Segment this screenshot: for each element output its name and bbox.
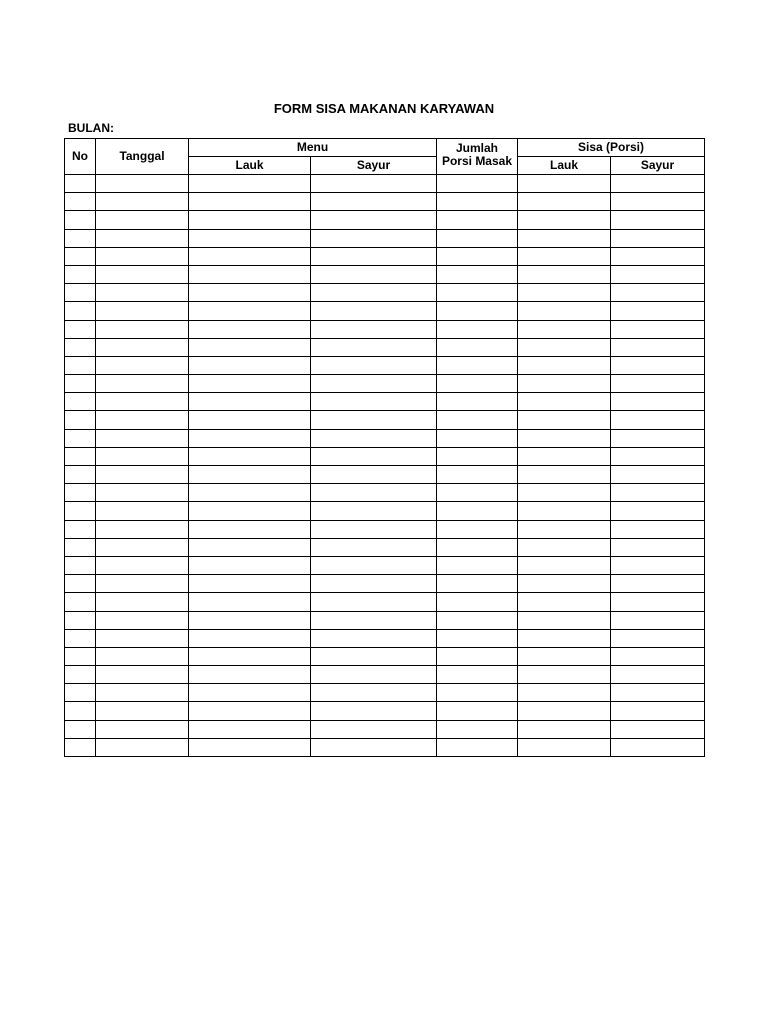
table-cell[interactable] bbox=[96, 556, 189, 574]
table-cell[interactable] bbox=[96, 538, 189, 556]
table-cell[interactable] bbox=[96, 702, 189, 720]
table-cell[interactable] bbox=[518, 393, 611, 411]
header-menu: Menu bbox=[189, 139, 437, 157]
table-cell[interactable] bbox=[311, 520, 437, 538]
table-cell[interactable] bbox=[611, 265, 705, 283]
table-row bbox=[65, 629, 705, 647]
table-cell[interactable] bbox=[96, 647, 189, 665]
table-cell[interactable] bbox=[437, 356, 518, 374]
table-cell[interactable] bbox=[65, 320, 96, 338]
table-cell[interactable] bbox=[611, 520, 705, 538]
table-cell[interactable] bbox=[518, 593, 611, 611]
table-cell[interactable] bbox=[611, 320, 705, 338]
table-cell[interactable] bbox=[65, 356, 96, 374]
table-cell[interactable] bbox=[96, 211, 189, 229]
table-cell[interactable] bbox=[437, 593, 518, 611]
table-row bbox=[65, 647, 705, 665]
table-row bbox=[65, 338, 705, 356]
table-cell[interactable] bbox=[611, 338, 705, 356]
table-cell[interactable] bbox=[437, 484, 518, 502]
table-row bbox=[65, 193, 705, 211]
table-cell[interactable] bbox=[65, 502, 96, 520]
header-leftover: Sisa (Porsi) bbox=[518, 139, 705, 157]
table-cell[interactable] bbox=[518, 666, 611, 684]
header-menu-veg: Sayur bbox=[311, 157, 437, 175]
table-cell[interactable] bbox=[437, 447, 518, 465]
table-cell[interactable] bbox=[65, 684, 96, 702]
table-cell[interactable] bbox=[96, 229, 189, 247]
table-cell[interactable] bbox=[611, 429, 705, 447]
table-cell[interactable] bbox=[189, 375, 311, 393]
table-cell[interactable] bbox=[437, 338, 518, 356]
table-cell[interactable] bbox=[189, 302, 311, 320]
table-cell[interactable] bbox=[96, 629, 189, 647]
table-cell[interactable] bbox=[65, 375, 96, 393]
table-cell[interactable] bbox=[65, 393, 96, 411]
table-cell[interactable] bbox=[611, 538, 705, 556]
table-cell[interactable] bbox=[96, 411, 189, 429]
table-cell[interactable] bbox=[189, 247, 311, 265]
table-cell[interactable] bbox=[311, 284, 437, 302]
table-cell[interactable] bbox=[65, 466, 96, 484]
table-row bbox=[65, 720, 705, 738]
table-cell[interactable] bbox=[611, 502, 705, 520]
table-cell[interactable] bbox=[65, 211, 96, 229]
table-cell[interactable] bbox=[611, 193, 705, 211]
table-cell[interactable] bbox=[189, 647, 311, 665]
table-cell[interactable] bbox=[611, 720, 705, 738]
table-cell[interactable] bbox=[189, 320, 311, 338]
table-cell[interactable] bbox=[518, 720, 611, 738]
table-cell[interactable] bbox=[518, 466, 611, 484]
table-cell[interactable] bbox=[518, 738, 611, 756]
table-row bbox=[65, 447, 705, 465]
table-cell[interactable] bbox=[311, 429, 437, 447]
table-row bbox=[65, 575, 705, 593]
header-leftover-side: Lauk bbox=[518, 157, 611, 175]
table-header bbox=[65, 139, 705, 175]
table-row bbox=[65, 538, 705, 556]
table-cell[interactable] bbox=[611, 393, 705, 411]
table-cell[interactable] bbox=[518, 175, 611, 193]
table-cell[interactable] bbox=[437, 302, 518, 320]
table-cell[interactable] bbox=[65, 647, 96, 665]
table-cell[interactable] bbox=[437, 702, 518, 720]
table-cell[interactable] bbox=[611, 284, 705, 302]
table-cell[interactable] bbox=[611, 684, 705, 702]
table-cell[interactable] bbox=[518, 447, 611, 465]
table-cell[interactable] bbox=[311, 175, 437, 193]
table-cell[interactable] bbox=[65, 429, 96, 447]
table-row bbox=[65, 429, 705, 447]
table-cell[interactable] bbox=[518, 247, 611, 265]
table-cell[interactable] bbox=[311, 466, 437, 484]
table-cell[interactable] bbox=[518, 338, 611, 356]
table-cell[interactable] bbox=[311, 666, 437, 684]
table-cell[interactable] bbox=[437, 502, 518, 520]
table-cell[interactable] bbox=[65, 193, 96, 211]
table-cell[interactable] bbox=[311, 247, 437, 265]
table-cell[interactable] bbox=[189, 502, 311, 520]
table-cell[interactable] bbox=[437, 284, 518, 302]
table-cell[interactable] bbox=[96, 720, 189, 738]
table-cell[interactable] bbox=[65, 265, 96, 283]
table-cell[interactable] bbox=[189, 393, 311, 411]
table-cell[interactable] bbox=[611, 211, 705, 229]
table-cell[interactable] bbox=[311, 720, 437, 738]
table-cell[interactable] bbox=[189, 538, 311, 556]
table-cell[interactable] bbox=[311, 211, 437, 229]
table-cell[interactable] bbox=[65, 484, 96, 502]
table-cell[interactable] bbox=[611, 593, 705, 611]
header-portions bbox=[437, 139, 518, 175]
table-cell[interactable] bbox=[96, 684, 189, 702]
table-cell[interactable] bbox=[189, 193, 311, 211]
header-no: No bbox=[65, 139, 96, 175]
table-cell[interactable] bbox=[96, 338, 189, 356]
table-cell[interactable] bbox=[189, 265, 311, 283]
table-cell[interactable] bbox=[189, 229, 311, 247]
table-cell[interactable] bbox=[96, 447, 189, 465]
table-cell[interactable] bbox=[189, 556, 311, 574]
table-cell[interactable] bbox=[518, 484, 611, 502]
table-row bbox=[65, 411, 705, 429]
table-cell[interactable] bbox=[96, 738, 189, 756]
table-cell[interactable] bbox=[65, 629, 96, 647]
table-cell[interactable] bbox=[65, 520, 96, 538]
table-cell[interactable] bbox=[65, 702, 96, 720]
table-cell[interactable] bbox=[437, 320, 518, 338]
table-cell[interactable] bbox=[96, 284, 189, 302]
table-cell[interactable] bbox=[96, 611, 189, 629]
table-cell[interactable] bbox=[311, 302, 437, 320]
table-cell[interactable] bbox=[65, 447, 96, 465]
table-cell[interactable] bbox=[437, 647, 518, 665]
table-cell[interactable] bbox=[611, 375, 705, 393]
header-row-1 bbox=[65, 139, 705, 157]
table-cell[interactable] bbox=[611, 302, 705, 320]
table-row bbox=[65, 375, 705, 393]
table-cell[interactable] bbox=[65, 593, 96, 611]
table-cell[interactable] bbox=[437, 538, 518, 556]
table-cell[interactable] bbox=[518, 211, 611, 229]
table-row bbox=[65, 247, 705, 265]
table-row bbox=[65, 265, 705, 283]
table-cell[interactable] bbox=[311, 502, 437, 520]
table-cell[interactable] bbox=[518, 538, 611, 556]
table-cell[interactable] bbox=[311, 265, 437, 283]
table-cell[interactable] bbox=[189, 429, 311, 447]
table-cell[interactable] bbox=[189, 447, 311, 465]
table-cell[interactable] bbox=[311, 556, 437, 574]
table-cell[interactable] bbox=[437, 666, 518, 684]
table-row bbox=[65, 393, 705, 411]
table-cell[interactable] bbox=[611, 629, 705, 647]
table-cell[interactable] bbox=[189, 284, 311, 302]
table-cell[interactable] bbox=[518, 429, 611, 447]
table-cell[interactable] bbox=[96, 575, 189, 593]
table-cell[interactable] bbox=[611, 411, 705, 429]
table-cell[interactable] bbox=[96, 302, 189, 320]
table-row bbox=[65, 666, 705, 684]
table-cell[interactable] bbox=[311, 684, 437, 702]
table-cell[interactable] bbox=[311, 320, 437, 338]
table-cell[interactable] bbox=[189, 175, 311, 193]
table-cell[interactable] bbox=[311, 702, 437, 720]
table-cell[interactable] bbox=[611, 702, 705, 720]
table-cell[interactable] bbox=[311, 611, 437, 629]
table-cell[interactable] bbox=[518, 702, 611, 720]
table-cell[interactable] bbox=[96, 393, 189, 411]
table-cell[interactable] bbox=[437, 466, 518, 484]
table-cell[interactable] bbox=[311, 629, 437, 647]
table-cell[interactable] bbox=[611, 247, 705, 265]
table-cell[interactable] bbox=[189, 629, 311, 647]
food-waste-table bbox=[64, 138, 705, 757]
table-cell[interactable] bbox=[311, 356, 437, 374]
table-cell[interactable] bbox=[518, 375, 611, 393]
table-cell[interactable] bbox=[189, 575, 311, 593]
form-title: FORM SISA MAKANAN KARYAWAN bbox=[273, 101, 495, 116]
table-cell[interactable] bbox=[437, 229, 518, 247]
table-cell[interactable] bbox=[311, 538, 437, 556]
table-cell[interactable] bbox=[437, 684, 518, 702]
table-cell[interactable] bbox=[65, 175, 96, 193]
table-cell[interactable] bbox=[65, 338, 96, 356]
table-cell[interactable] bbox=[518, 265, 611, 283]
table-row bbox=[65, 593, 705, 611]
table-cell[interactable] bbox=[189, 520, 311, 538]
table-cell[interactable] bbox=[518, 611, 611, 629]
table-row bbox=[65, 684, 705, 702]
table-cell[interactable] bbox=[311, 738, 437, 756]
table-row bbox=[65, 520, 705, 538]
table-cell[interactable] bbox=[437, 520, 518, 538]
table-cell[interactable] bbox=[437, 411, 518, 429]
table-cell[interactable] bbox=[437, 175, 518, 193]
table-cell[interactable] bbox=[518, 520, 611, 538]
header-portions-line1: Jumlah bbox=[455, 141, 498, 155]
header-portions-line2: Porsi Masak bbox=[441, 154, 513, 168]
table-row bbox=[65, 466, 705, 484]
table-cell[interactable] bbox=[65, 720, 96, 738]
table-cell[interactable] bbox=[518, 320, 611, 338]
table-cell[interactable] bbox=[96, 520, 189, 538]
table-cell[interactable] bbox=[96, 593, 189, 611]
table-cell[interactable] bbox=[611, 611, 705, 629]
table-cell[interactable] bbox=[611, 647, 705, 665]
header-date: Tanggal bbox=[96, 139, 189, 175]
month-label: BULAN: bbox=[68, 121, 114, 135]
table-cell[interactable] bbox=[65, 411, 96, 429]
table-cell[interactable] bbox=[96, 320, 189, 338]
table-cell[interactable] bbox=[518, 356, 611, 374]
table-cell[interactable] bbox=[189, 411, 311, 429]
table-cell[interactable] bbox=[189, 720, 311, 738]
table-cell[interactable] bbox=[611, 575, 705, 593]
table-cell[interactable] bbox=[189, 684, 311, 702]
table-cell[interactable] bbox=[611, 738, 705, 756]
table-row bbox=[65, 611, 705, 629]
table-cell[interactable] bbox=[437, 575, 518, 593]
table-cell[interactable] bbox=[311, 484, 437, 502]
table-cell[interactable] bbox=[65, 738, 96, 756]
table-row bbox=[65, 229, 705, 247]
table-cell[interactable] bbox=[611, 556, 705, 574]
table-cell[interactable] bbox=[437, 393, 518, 411]
table-cell[interactable] bbox=[518, 684, 611, 702]
table-cell[interactable] bbox=[611, 447, 705, 465]
table-cell[interactable] bbox=[311, 193, 437, 211]
table-cell[interactable] bbox=[96, 175, 189, 193]
table-cell[interactable] bbox=[96, 356, 189, 374]
table-row bbox=[65, 175, 705, 193]
table-cell[interactable] bbox=[311, 393, 437, 411]
table-row bbox=[65, 211, 705, 229]
table-cell[interactable] bbox=[65, 247, 96, 265]
table-cell[interactable] bbox=[96, 666, 189, 684]
table-cell[interactable] bbox=[437, 556, 518, 574]
table-cell[interactable] bbox=[311, 647, 437, 665]
table-cell[interactable] bbox=[311, 375, 437, 393]
table-cell[interactable] bbox=[437, 429, 518, 447]
table-cell[interactable] bbox=[311, 229, 437, 247]
table-cell[interactable] bbox=[611, 175, 705, 193]
table-cell[interactable] bbox=[518, 229, 611, 247]
table-cell[interactable] bbox=[189, 593, 311, 611]
table-cell[interactable] bbox=[518, 629, 611, 647]
table-row bbox=[65, 320, 705, 338]
table-cell[interactable] bbox=[518, 575, 611, 593]
table-cell[interactable] bbox=[311, 338, 437, 356]
table-cell[interactable] bbox=[189, 484, 311, 502]
table-cell[interactable] bbox=[518, 284, 611, 302]
table-row bbox=[65, 702, 705, 720]
table-cell[interactable] bbox=[189, 466, 311, 484]
table-cell[interactable] bbox=[518, 302, 611, 320]
table-cell[interactable] bbox=[96, 375, 189, 393]
table-cell[interactable] bbox=[518, 502, 611, 520]
table-cell[interactable] bbox=[437, 211, 518, 229]
table-cell[interactable] bbox=[189, 738, 311, 756]
table-cell[interactable] bbox=[65, 611, 96, 629]
table-cell[interactable] bbox=[437, 738, 518, 756]
table-cell[interactable] bbox=[518, 193, 611, 211]
table-cell[interactable] bbox=[437, 247, 518, 265]
table-cell[interactable] bbox=[65, 666, 96, 684]
table-cell[interactable] bbox=[437, 720, 518, 738]
table-cell[interactable] bbox=[518, 556, 611, 574]
table-cell[interactable] bbox=[189, 611, 311, 629]
table-cell[interactable] bbox=[611, 229, 705, 247]
table-cell[interactable] bbox=[518, 411, 611, 429]
table-cell[interactable] bbox=[189, 338, 311, 356]
table-row bbox=[65, 284, 705, 302]
table-body bbox=[65, 175, 705, 757]
table-cell[interactable] bbox=[311, 447, 437, 465]
table-row bbox=[65, 738, 705, 756]
table-cell[interactable] bbox=[96, 193, 189, 211]
table-row bbox=[65, 356, 705, 374]
table-cell[interactable] bbox=[96, 429, 189, 447]
table-cell[interactable] bbox=[437, 629, 518, 647]
table-cell[interactable] bbox=[189, 702, 311, 720]
table-cell[interactable] bbox=[611, 666, 705, 684]
table-cell[interactable] bbox=[311, 411, 437, 429]
table-cell[interactable] bbox=[189, 356, 311, 374]
table-row bbox=[65, 502, 705, 520]
table-cell[interactable] bbox=[65, 284, 96, 302]
table-cell[interactable] bbox=[437, 193, 518, 211]
table-cell[interactable] bbox=[437, 265, 518, 283]
header-menu-side: Lauk bbox=[189, 157, 311, 175]
table-row bbox=[65, 556, 705, 574]
table-cell[interactable] bbox=[96, 466, 189, 484]
table-cell[interactable] bbox=[96, 484, 189, 502]
table-cell[interactable] bbox=[65, 575, 96, 593]
table-cell[interactable] bbox=[189, 211, 311, 229]
table-cell[interactable] bbox=[65, 538, 96, 556]
table-cell[interactable] bbox=[96, 502, 189, 520]
table-row bbox=[65, 302, 705, 320]
table-cell[interactable] bbox=[437, 611, 518, 629]
table-cell[interactable] bbox=[96, 265, 189, 283]
table-cell[interactable] bbox=[65, 229, 96, 247]
table-cell[interactable] bbox=[611, 466, 705, 484]
table-cell[interactable] bbox=[96, 247, 189, 265]
table-cell[interactable] bbox=[611, 356, 705, 374]
table-row bbox=[65, 484, 705, 502]
table-cell[interactable] bbox=[518, 647, 611, 665]
table-cell[interactable] bbox=[65, 302, 96, 320]
table-cell[interactable] bbox=[611, 484, 705, 502]
table-cell[interactable] bbox=[437, 375, 518, 393]
table-cell[interactable] bbox=[311, 575, 437, 593]
header-leftover-veg: Sayur bbox=[611, 157, 705, 175]
table-cell[interactable] bbox=[65, 556, 96, 574]
table-cell[interactable] bbox=[311, 593, 437, 611]
table-cell[interactable] bbox=[189, 666, 311, 684]
